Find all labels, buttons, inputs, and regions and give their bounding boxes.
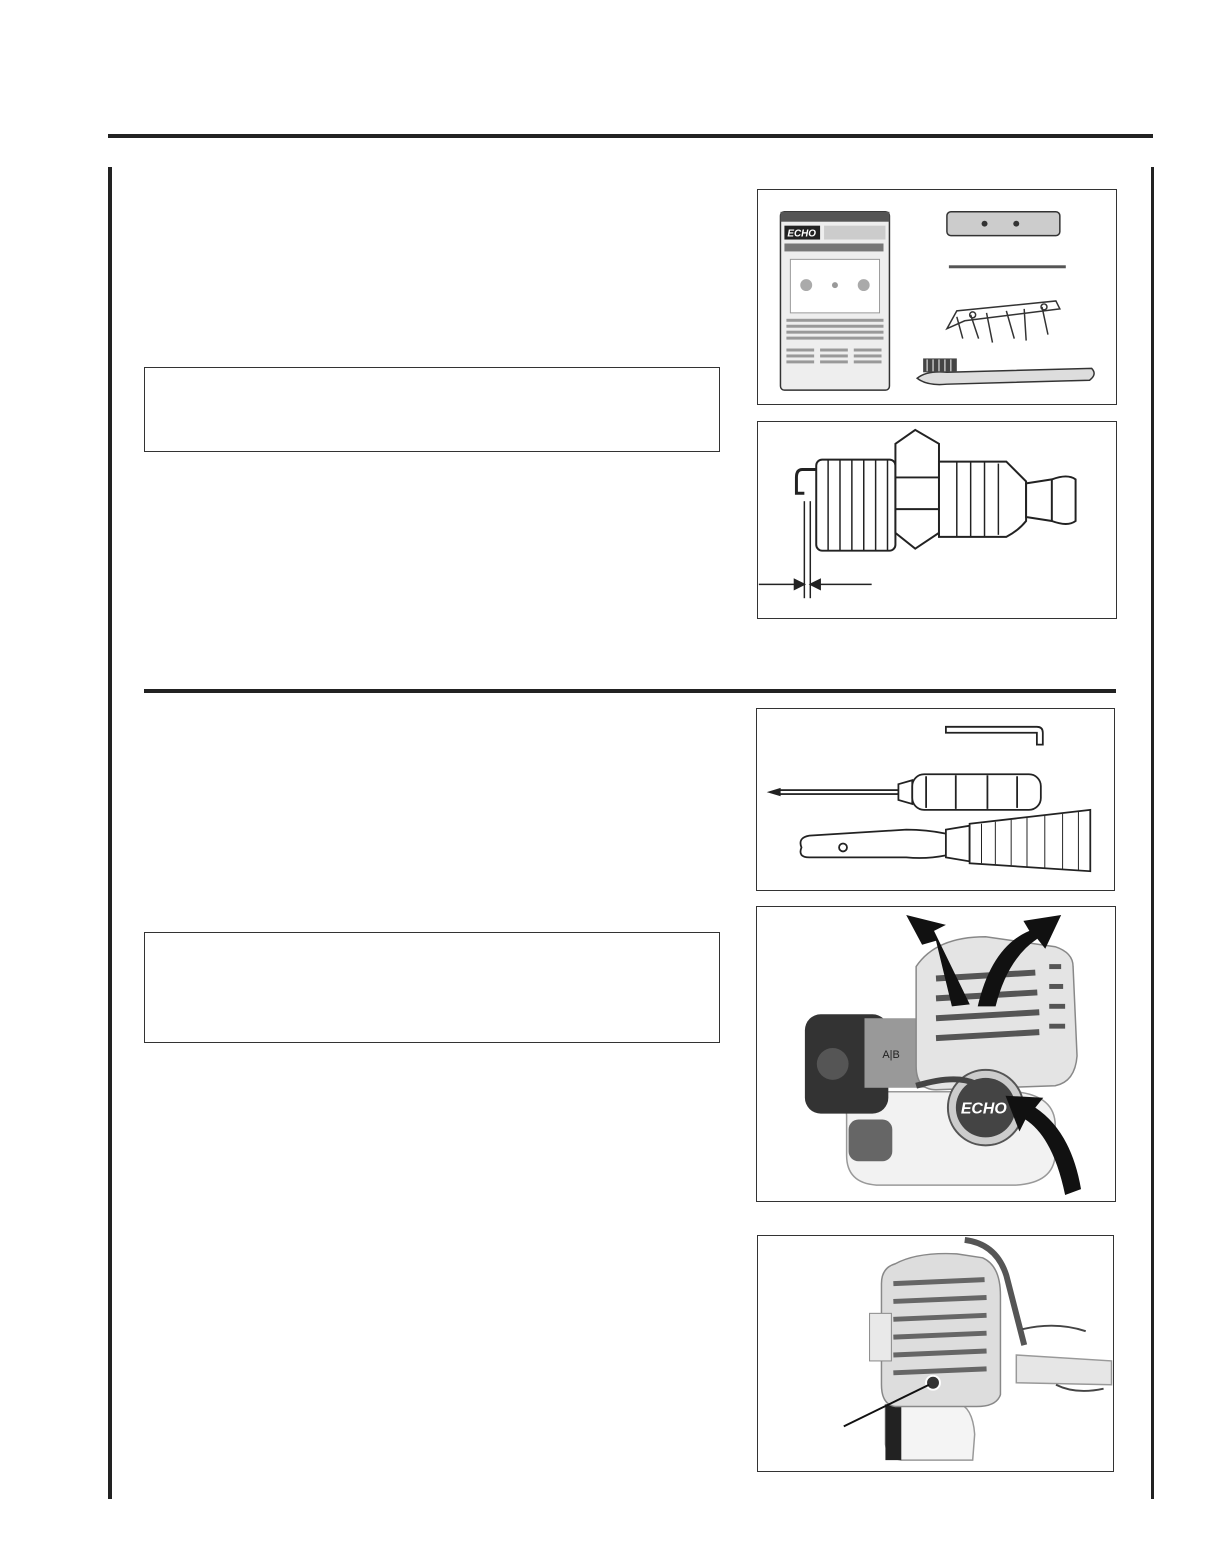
- figure-engine-cooling: [756, 906, 1116, 1202]
- left-margin-rule: [108, 167, 112, 1499]
- right-margin-rule: [1151, 167, 1154, 1499]
- wire-brush-icon: [917, 358, 1094, 384]
- engine-logo: ECHO: [960, 1100, 1007, 1118]
- figure-engine-side: [757, 1235, 1114, 1472]
- cleaning-brush-icon: [800, 810, 1090, 871]
- hex-key-icon: [946, 727, 1043, 745]
- engine-cooling-illustration: [757, 907, 1115, 1201]
- note-box-cooling: [144, 932, 720, 1043]
- section-divider: [144, 689, 1116, 693]
- feeler-gauge-rod-icon: [949, 265, 1066, 268]
- cleaning-tools-illustration: [757, 709, 1114, 890]
- kit-card-logo: ECHO: [787, 228, 816, 240]
- maintenance-kit-illustration: [758, 190, 1116, 404]
- note-box-spark-plug: [144, 367, 720, 452]
- spark-plug-gap-illustration: [758, 422, 1116, 618]
- svg-text:A|B: A|B: [882, 1048, 900, 1061]
- header-rule: [108, 134, 1153, 138]
- engine-side-illustration: [758, 1236, 1113, 1471]
- figure-spark-plug-gap: [757, 421, 1117, 619]
- spark-plug-wrench-icon: [947, 212, 1060, 236]
- figure-cleaning-tools: [756, 708, 1115, 891]
- spark-plug-kit-card-icon: [780, 212, 889, 390]
- feeler-gauge-icon: [947, 301, 1060, 343]
- figure-maintenance-kit: [757, 189, 1117, 405]
- screwdriver-icon: [770, 774, 1041, 810]
